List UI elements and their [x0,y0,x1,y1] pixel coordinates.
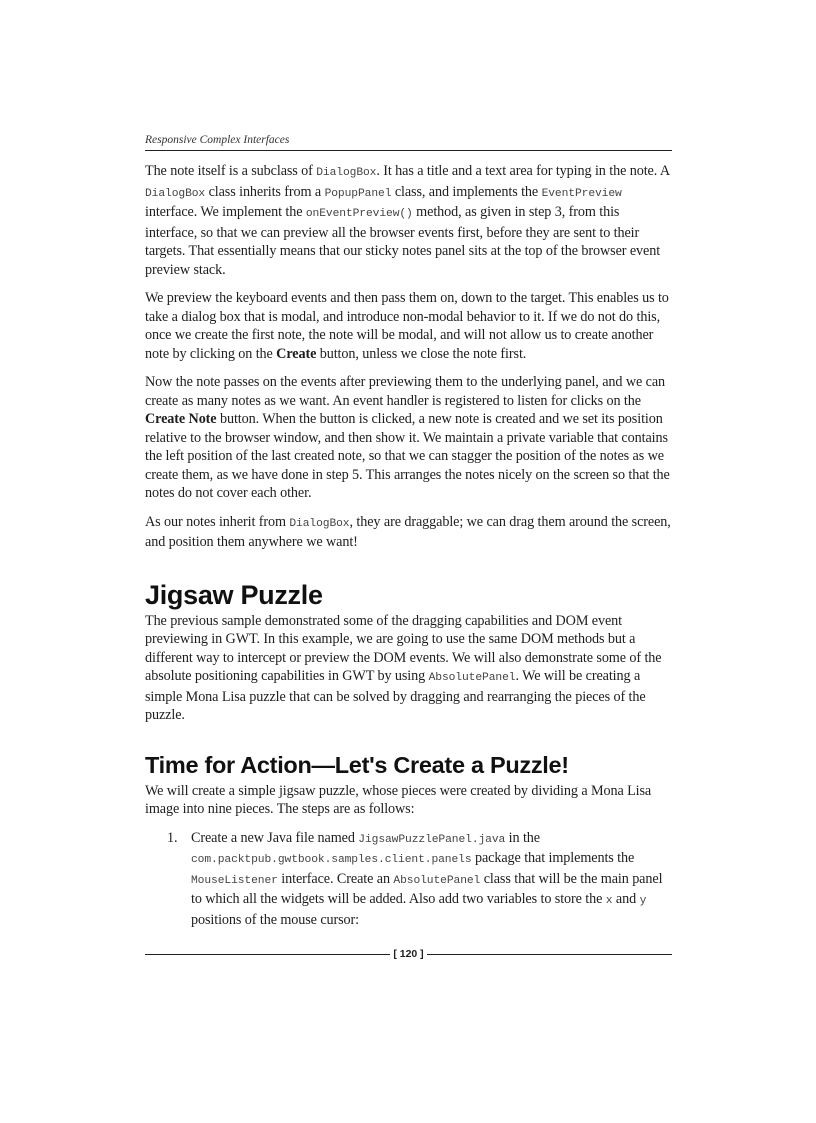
heading-jigsaw-puzzle: Jigsaw Puzzle [145,579,323,610]
running-title: Responsive Complex Interfaces [145,134,290,146]
running-header [145,132,672,151]
paragraph-keyboard-events: We preview the keyboard events and then pass them on, down to the target. This enables us to take a dialog box that is modal, and introduce non-modal behavior to it. If we do not do this, once we create the first note, the note will be modal, and will not allow us to create another note by clicking on the Create button, unless we close the note first. [145,290,669,362]
page-footer [145,945,672,963]
paragraph-action-intro: We will create a simple jigsaw puzzle, whose pieces were created by dividing a Mona Lisa image into nine pieces. The steps are as follows: [145,782,652,817]
paragraph-draggable-notes: As our notes inherit from DialogBox, they are draggable; we can drag them around the screen, and position them anywhere we want! [145,513,671,550]
footer-rule-right [427,954,672,955]
heading-time-for-action: Time for Action—Let's Create a Puzzle! [145,751,569,778]
step-number: 1. [167,829,178,846]
page-number: [ 120 ] [393,948,424,960]
footer-rule-left [145,954,390,955]
page-content [145,132,672,929]
paragraph-jigsaw-intro: The previous sample demonstrated some of the dragging capabilities and DOM event previewing in GWT. In this example, we are going to use the same DOM methods but a different way to intercept or preview the DOM events. We will also demonstrate some of the absolute positioning capabilities in GWT by using AbsolutePanel. We will be creating a simple Mona Lisa puzzle that can be solved by dragging and rearranging the pieces of the puzzle. [145,612,662,723]
list-item: 1. Create a new Java file named JigsawPuzzlePanel.java in the com.packtpub.gwtbook.samples.client.panels package that implements the MouseListener interface. Create an AbsolutePanel class that will be the main panel to which all the widgets will be added. Also add two variables to store the x and y positions of the mouse cursor: [167,829,663,928]
steps-list [145,829,672,930]
paragraph-dialogbox-subclass: The note itself is a subclass of DialogBox. It has a title and a text area for typing in the note. A DialogBox class inherits from a PopupPanel class, and implements the EventPreview interface. We implement the onEventPreview() method, as given in step 3, from this interface, so that we can preview all the browser events first, before they are sent to their targets. That essentially means that our sticky notes panel sits at the top of the browser event preview stack. [145,163,670,278]
paragraph-create-notes: Now the note passes on the events after previewing them to the underlying panel, and we can create as many notes as we want. An event handler is registered to listen for clicks on the Create Note button. When the button is clicked, a new note is created and we set its position relative to the browser window, and then show it. We maintain a private variable that contains the left position of the last created note, so that we can stagger the position of the notes as we create them, as we have done in step 5. This arranges the notes nicely on the screen so that the notes do not cover each other. [145,374,670,501]
